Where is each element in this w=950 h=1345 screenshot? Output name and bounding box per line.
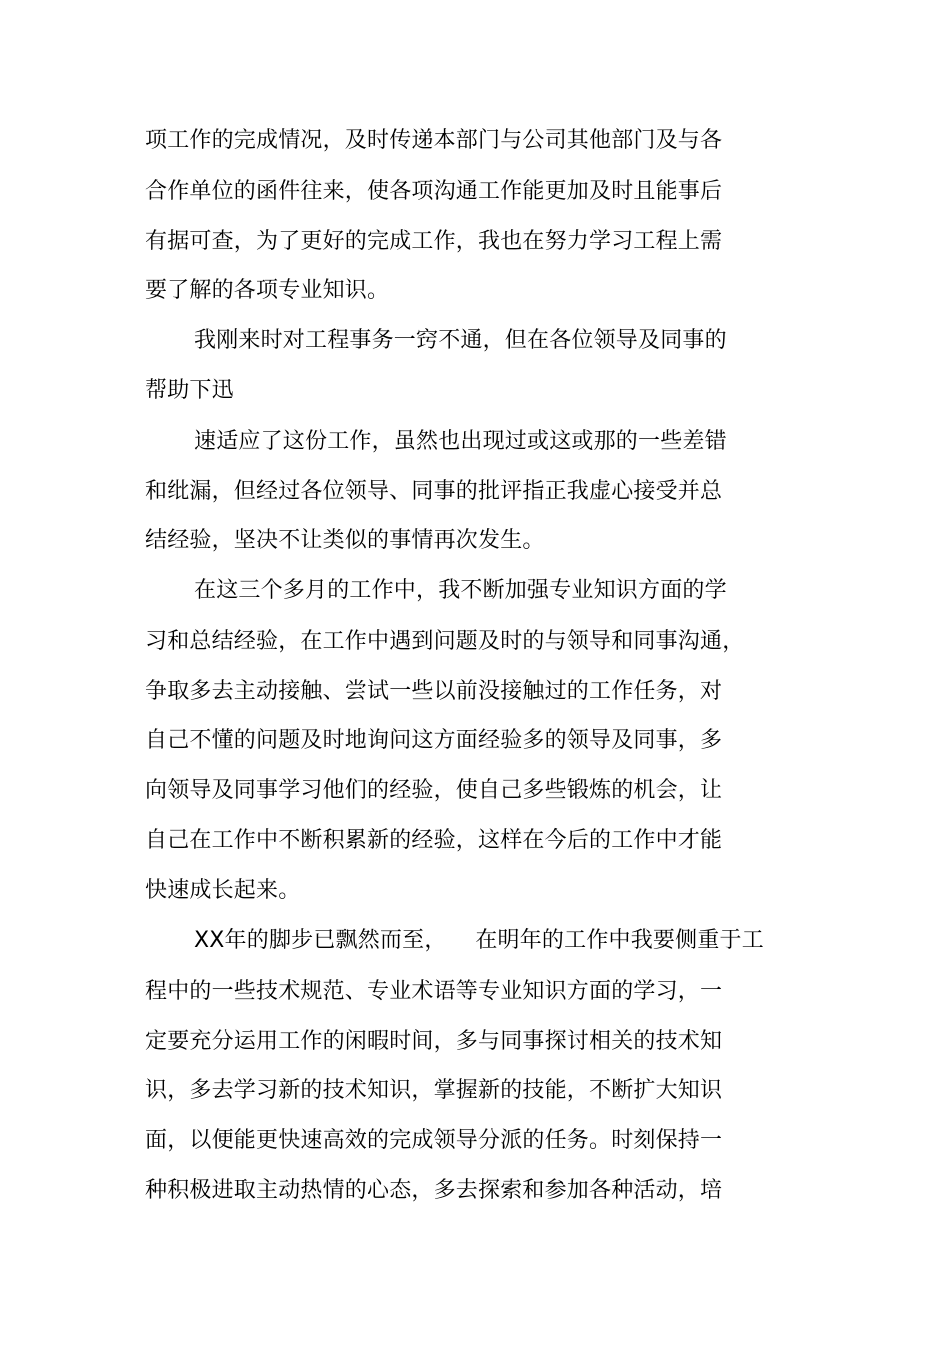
text-line: 面，以便能更快速高效的完成领导分派的任务。时刻保持一	[145, 1128, 723, 1153]
paragraph-start-line: 速适应了这份工作，虽然也出现过或这或那的一些差错	[194, 429, 727, 454]
text-line: 合作单位的函件往来，使各项沟通工作能更加及时且能事后	[145, 179, 723, 204]
paragraph-start-line: XX年的脚步已飘然而至， 在明年的工作中我要侧重于工	[194, 928, 764, 953]
text-line: 种积极进取主动热情的心态，多去探索和参加各种活动，培	[145, 1178, 723, 1203]
paragraph-start-line: 在这三个多月的工作中，我不断加强专业知识方面的学	[194, 578, 727, 603]
text-line: 识，多去学习新的技术知识，掌握新的技能，不断扩大知识	[145, 1078, 723, 1103]
text-line: 项工作的完成情况，及时传递本部门与公司其他部门及与各	[145, 128, 723, 153]
text-line: 结经验，坚决不让类似的事情再次发生。	[145, 528, 545, 553]
text-line: 自己在工作中不断积累新的经验，这样在今后的工作中才能	[145, 828, 723, 853]
text-line: 有据可查，为了更好的完成工作，我也在努力学习工程上需	[145, 229, 723, 254]
text-line: 要了解的各项专业知识。	[145, 278, 390, 303]
text-line: 习和总结经验，在工作中遇到问题及时的与领导和同事沟通，	[145, 629, 745, 654]
text-line: 快速成长起来。	[145, 878, 301, 903]
paragraph-start-line: 我刚来时对工程事务一窍不通，但在各位领导及同事的	[194, 328, 727, 353]
text-line: 定要充分运用工作的闲暇时间，多与同事探讨相关的技术知	[145, 1029, 723, 1054]
text-line: 争取多去主动接触、尝试一些以前没接触过的工作任务，对	[145, 679, 723, 704]
text-line: 自己不懂的问题及时地询问这方面经验多的领导及同事，多	[145, 728, 723, 753]
text-line: 向领导及同事学习他们的经验，使自己多些锻炼的机会，让	[145, 778, 723, 803]
text-line: 帮助下迅	[145, 378, 234, 403]
text-line: 和纰漏，但经过各位领导、同事的批评指正我虚心接受并总	[145, 479, 723, 504]
text-line: 程中的一些技术规范、专业术语等专业知识方面的学习，一	[145, 979, 723, 1004]
